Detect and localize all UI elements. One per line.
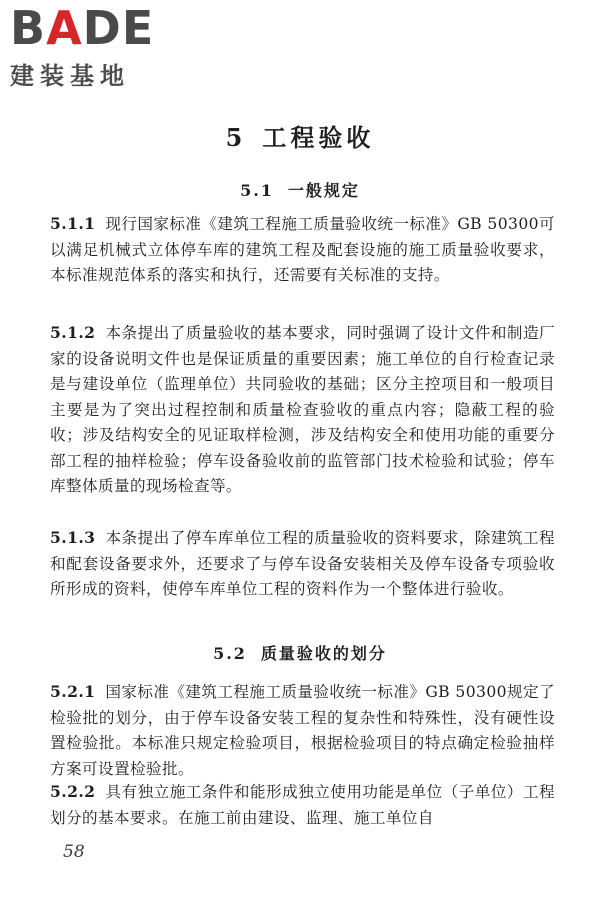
clause-text: 本条提出了质量验收的基本要求，同时强调了设计文件和制造厂家的设备说明文件也是保证质量的重要因素；施工单位的自行检查记录是与建设单位（监理单位）共同验收的基础；区分主控项目和一般项目主要是为了突出过程控制和质量检查验收的重点内容；隐蔽工程的验收；涉及结构安全的见证取样检测，涉及结构安全和使用功能的重要分部工程的抽样检验；停车设备验收前的监管部门技术检验和试验；停车库整体质量的现场检查等。 (50, 324, 555, 495)
logo-subtitle: 建装基地 (10, 62, 130, 90)
clause-text: 现行国家标准《建筑工程施工质量验收统一标准》GB 50300可以满足机械式立体停车库的建筑工程及配套设施的施工质量验收要求，本标准规范体系的落实和执行，还需要有关标准的支持。 (50, 215, 555, 284)
clause-text: 具有独立施工条件和能形成独立使用功能是单位（子单位）工程划分的基本要求。在施工前由建设、监理、施工单位自 (50, 783, 555, 827)
section-title: 一般规定 (287, 181, 360, 200)
clause-5-2-1 (50, 679, 555, 782)
clause-text: 国家标准《建筑工程施工质量验收统一标准》GB 50300规定了检验批的划分，由于停车设备安装工程的复杂性和特殊性，没有硬性设置检验批。本标准只规定检验项目，根据检验项目的特点确定检验抽样方案可设置检验批。 (50, 683, 555, 778)
clause-5-1-1 (50, 211, 555, 289)
clause-text: 本条提出了停车库单位工程的质量验收的资料要求，除建筑工程和配套设备要求外，还要求了与停车设备安装相关及停车设备专项验收所形成的资料，使停车库单位工程的资料作为一个整体进行验收。 (50, 529, 555, 598)
section-heading-5-2 (0, 641, 600, 664)
section-number: 5.2 (213, 644, 247, 663)
chapter-title (0, 118, 600, 153)
chapter-title-text: 工程验收 (262, 123, 375, 152)
clause-number: 5.1.2 (50, 323, 96, 342)
clause-5-2-2 (50, 779, 555, 831)
clause-number: 5.2.1 (50, 682, 96, 701)
bade-logo (10, 1, 180, 91)
clause-5-1-2 (50, 320, 555, 500)
chapter-number: 5 (225, 123, 247, 152)
logo-wordmark: BADE (10, 1, 155, 55)
page-number: 58 (63, 842, 85, 862)
section-number: 5.1 (240, 181, 274, 200)
section-title: 质量验收的划分 (260, 644, 387, 663)
clause-number: 5.1.1 (50, 214, 96, 233)
section-heading-5-1 (0, 178, 600, 201)
clause-number: 5.2.2 (50, 782, 96, 801)
clause-5-1-3 (50, 525, 555, 603)
clause-number: 5.1.3 (50, 528, 96, 547)
